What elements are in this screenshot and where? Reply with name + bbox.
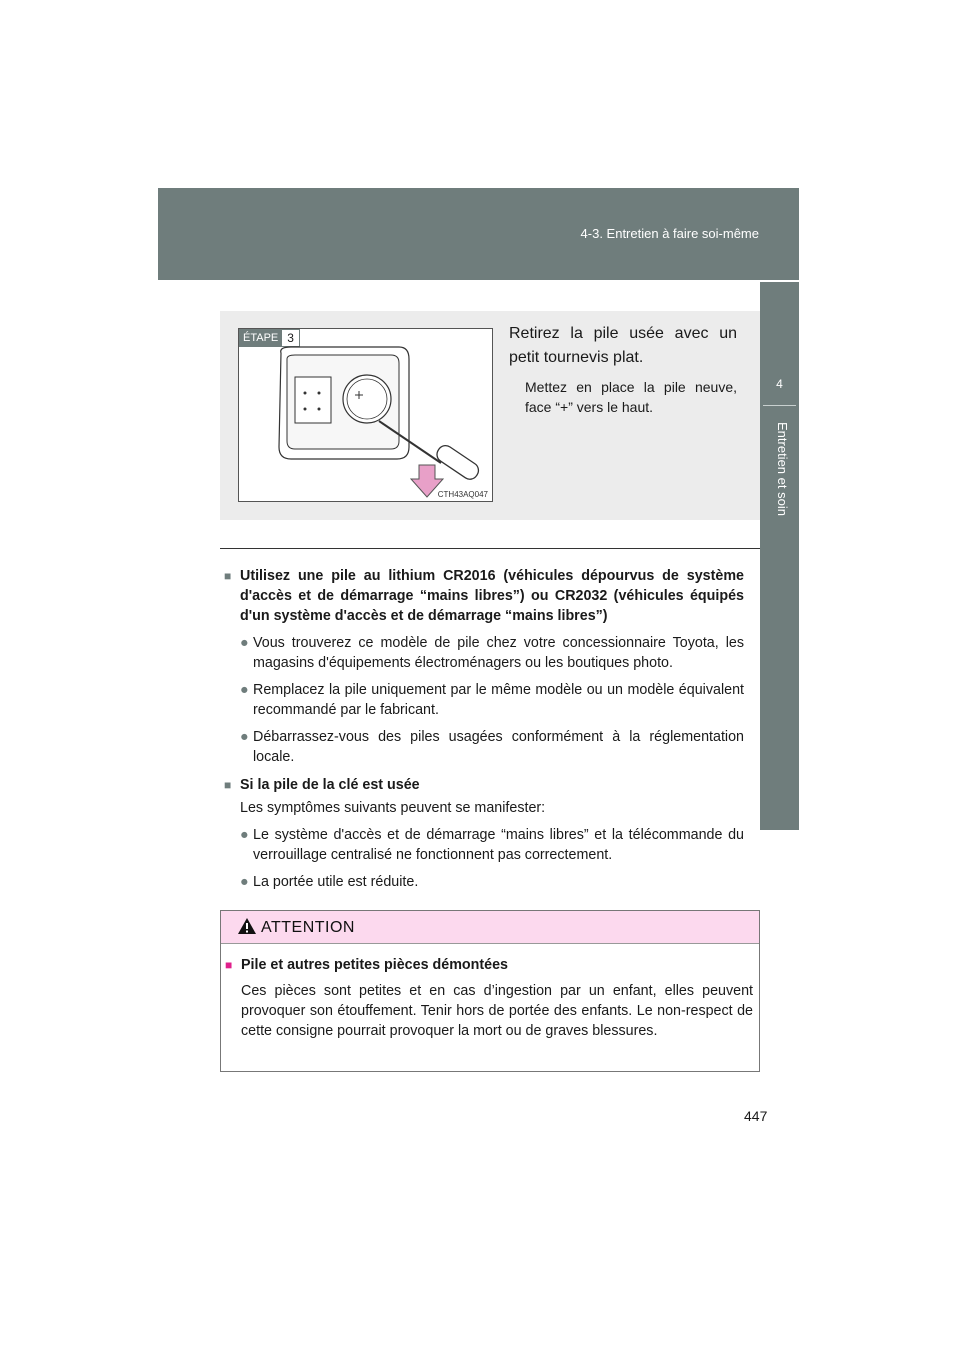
page-number: 447 (744, 1108, 768, 1124)
warning-heading (225, 955, 753, 975)
list-item-text: Débarrassez-vous des piles usagées conformément à la réglementation locale. (253, 729, 744, 765)
square-bullet-icon: ■ (225, 958, 233, 972)
list-item-text: Remplacez la pile uniquement par le même modèle ou un modèle équivalent recommandé par le fabricant. (253, 682, 744, 718)
list-item-text: Vous trouverez ce modèle de pile chez votre concessionnaire Toyota, les magasins d'équipements électroménagers ou les boutiques photo. (253, 635, 744, 671)
warning-box (220, 910, 760, 1072)
key-fob-drawing (239, 329, 492, 501)
list-item (240, 633, 744, 673)
chapter-number: 4 (776, 377, 783, 391)
circle-bullet-icon: ● (240, 635, 249, 651)
step-instruction: Retirez la pile usée avec un petit tournevis plat. (509, 325, 737, 366)
section-intro: Les symptômes suivants peuvent se manifester: (240, 800, 546, 816)
section-heading-text: Si la pile de la clé est usée (240, 777, 420, 793)
chapter-label: Entretien et soin (775, 422, 790, 516)
step-label: ÉTAPE (239, 329, 282, 347)
warning-text: Ces pièces sont petites et en cas d’ingestion par un enfant, elles peuvent provoquer son étouffement. Tenir hors de portée des enfants. Le non-respect de cette consigne pourrait provoquer la mort ou de graves blessures. (241, 983, 753, 1039)
section-heading (224, 775, 744, 795)
list-item-text: Le système d'accès et de démarrage “mains libres” et la télécommande du verrouillage centralisé ne fonctionnent pas correctement. (253, 827, 744, 863)
section-heading (224, 566, 744, 626)
square-bullet-icon: ■ (224, 778, 232, 792)
list-item-text: La portée utile est réduite. (253, 874, 419, 890)
figure-code: CTH43AQ047 (437, 490, 488, 499)
circle-bullet-icon: ● (240, 874, 249, 890)
circle-bullet-icon: ● (240, 827, 249, 843)
info-content (224, 566, 744, 892)
list-item (240, 680, 744, 720)
step-box (220, 311, 760, 520)
list-item (240, 825, 744, 865)
section-heading-text: Utilisez une pile au lithium CR2016 (véhicules dépourvus de système d'accès et de démarrage “mains libres”) ou CR2032 (véhicules équipés d'un système d'accès et de démarrage “mains libres”) (240, 568, 744, 624)
circle-bullet-icon: ● (240, 682, 249, 698)
warning-triangle-icon (237, 917, 257, 935)
warning-body (225, 955, 753, 1041)
warning-header (221, 911, 759, 944)
warning-title: ATTENTION (261, 919, 355, 936)
warning-heading-text: Pile et autres petites pièces démontées (241, 957, 508, 973)
section-rule (220, 548, 760, 549)
step-sub-instruction: Mettez en place la pile neuve, face “+” vers le haut. (525, 379, 737, 415)
list-item (240, 727, 744, 767)
side-tab-divider (763, 405, 796, 406)
key-battery-illustration (238, 328, 493, 502)
step-number: 3 (282, 329, 300, 347)
chapter-side-tab (760, 282, 799, 830)
header-band (158, 188, 799, 280)
list-item (240, 872, 744, 892)
section-title: 4-3. Entretien à faire soi-même (580, 226, 759, 241)
circle-bullet-icon: ● (240, 729, 249, 745)
square-bullet-icon: ■ (224, 569, 232, 583)
